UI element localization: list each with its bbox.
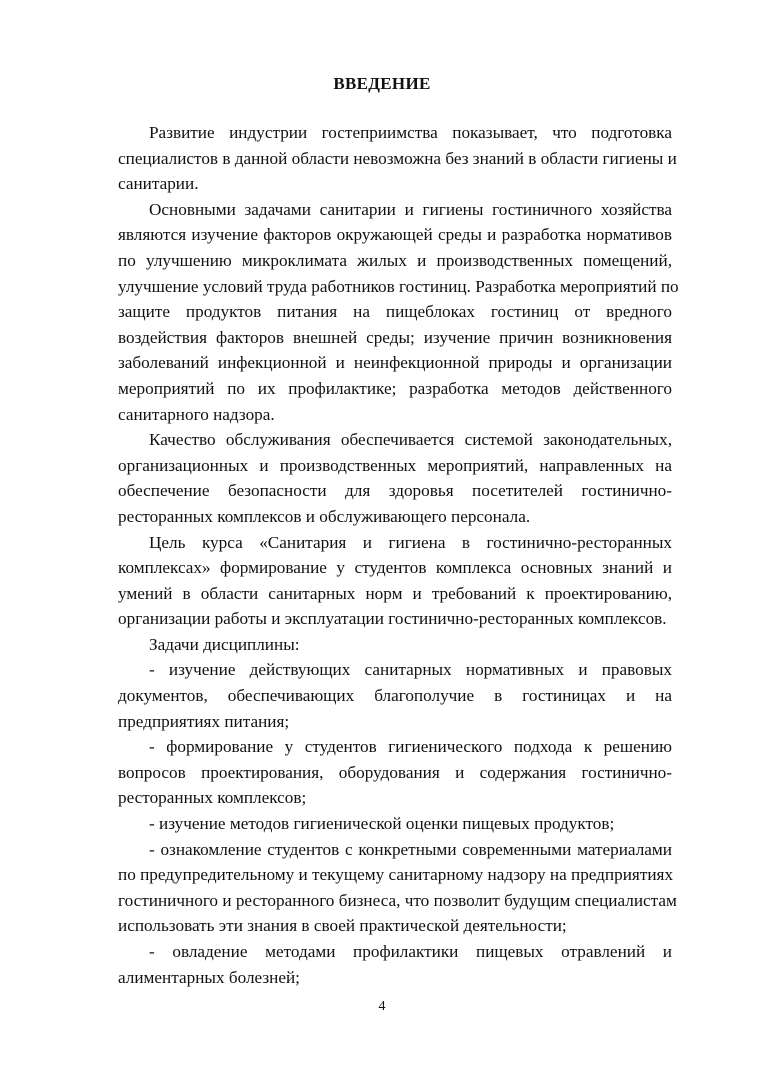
text-line: мероприятий по их профилактике; разработка методов действенного [118,378,672,398]
text-line: - изучение методов гигиенической оценки пищевых продуктов; [149,814,615,834]
paragraph-quality [118,427,672,529]
page-number: 4 [378,999,386,1014]
text-line: Качество обслуживания обеспечивается системой законодательных, [149,430,672,450]
text-line: санитарии. [118,174,199,194]
text-line: - формирование у студентов гигиенического подхода к решению [149,737,672,757]
text-line: алиментарных болезней; [118,967,300,987]
text-line: Задачи дисциплины: [149,634,300,654]
text-line: санитарного надзора. [118,404,275,424]
text-line: по улучшению микроклимата жилых и производственных помещений, [118,250,672,270]
text-line: воздействия факторов внешней среды; изучение причин возникновения [118,327,672,347]
list-item-hygienic-approach [118,734,672,811]
text-line: - ознакомление студентов с конкретными современными материалами [149,839,672,859]
text-line: организации работы и эксплуатации гостинично-ресторанных комплексов. [118,609,667,629]
text-line: документов, обеспечивающих благополучие в гостиницах и на [118,686,672,706]
paragraph-intro [118,120,677,197]
text-line: по предупредительному и текущему санитарному надзору на предприятиях [118,865,674,885]
body-text [118,120,679,990]
paragraph-course-goal [118,530,672,632]
text-line: вопросов проектирования, оборудования и содержания гостинично- [118,762,672,782]
text-line: гостиничного и ресторанного бизнеса, что позволит будущим специалистам [118,890,677,910]
list-item-food-assessment [118,811,672,837]
list-item-prevention-methods [118,939,672,990]
text-line: являются изучение факторов окружающей среды и разработка нормативов [118,225,672,245]
list-item-study-documents [118,657,672,734]
text-line: Развитие индустрии гостеприимства показывает, что подготовка [149,123,672,142]
list-item-sanitary-supervision [118,837,677,939]
text-line: Основными задачами санитарии и гигиены гостиничного хозяйства [149,199,672,219]
text-line: улучшение условий труда работников гостиниц. Разработка мероприятий по [118,276,679,296]
paragraph-discipline-tasks-heading [118,632,672,658]
text-line: предприятиях питания; [118,711,290,731]
text-line: - овладение методами профилактики пищевых отравлений и [149,942,672,961]
page-title: ВВЕДЕНИЕ [333,74,431,93]
text-line: специалистов в данной области невозможна без знаний в области гигиены и [118,148,677,168]
text-line: защите продуктов питания на пищеблоках гостиниц от вредного [118,302,672,322]
text-line: комплексах» формирование у студентов комплекса основных знаний и [118,558,672,578]
text-line: ресторанных комплексов и обслуживающего персонала. [118,506,531,526]
text-line: Цель курса «Санитария и гигиена в гостинично-ресторанных [149,532,672,552]
text-line: - изучение действующих санитарных нормативных и правовых [149,660,672,680]
text-line: использовать эти знания в своей практической деятельности; [118,916,567,936]
text-line: организационных и производственных мероприятий, направленных на [118,455,672,475]
text-line: заболеваний инфекционной и неинфекционной природы и организации [118,353,672,373]
text-line: умений в области санитарных норм и требований к проектированию, [118,583,672,603]
text-line: ресторанных комплексов; [118,788,307,808]
text-line: обеспечение безопасности для здоровья посетителей гостинично- [118,481,672,501]
paragraph-tasks-overview [118,197,679,427]
